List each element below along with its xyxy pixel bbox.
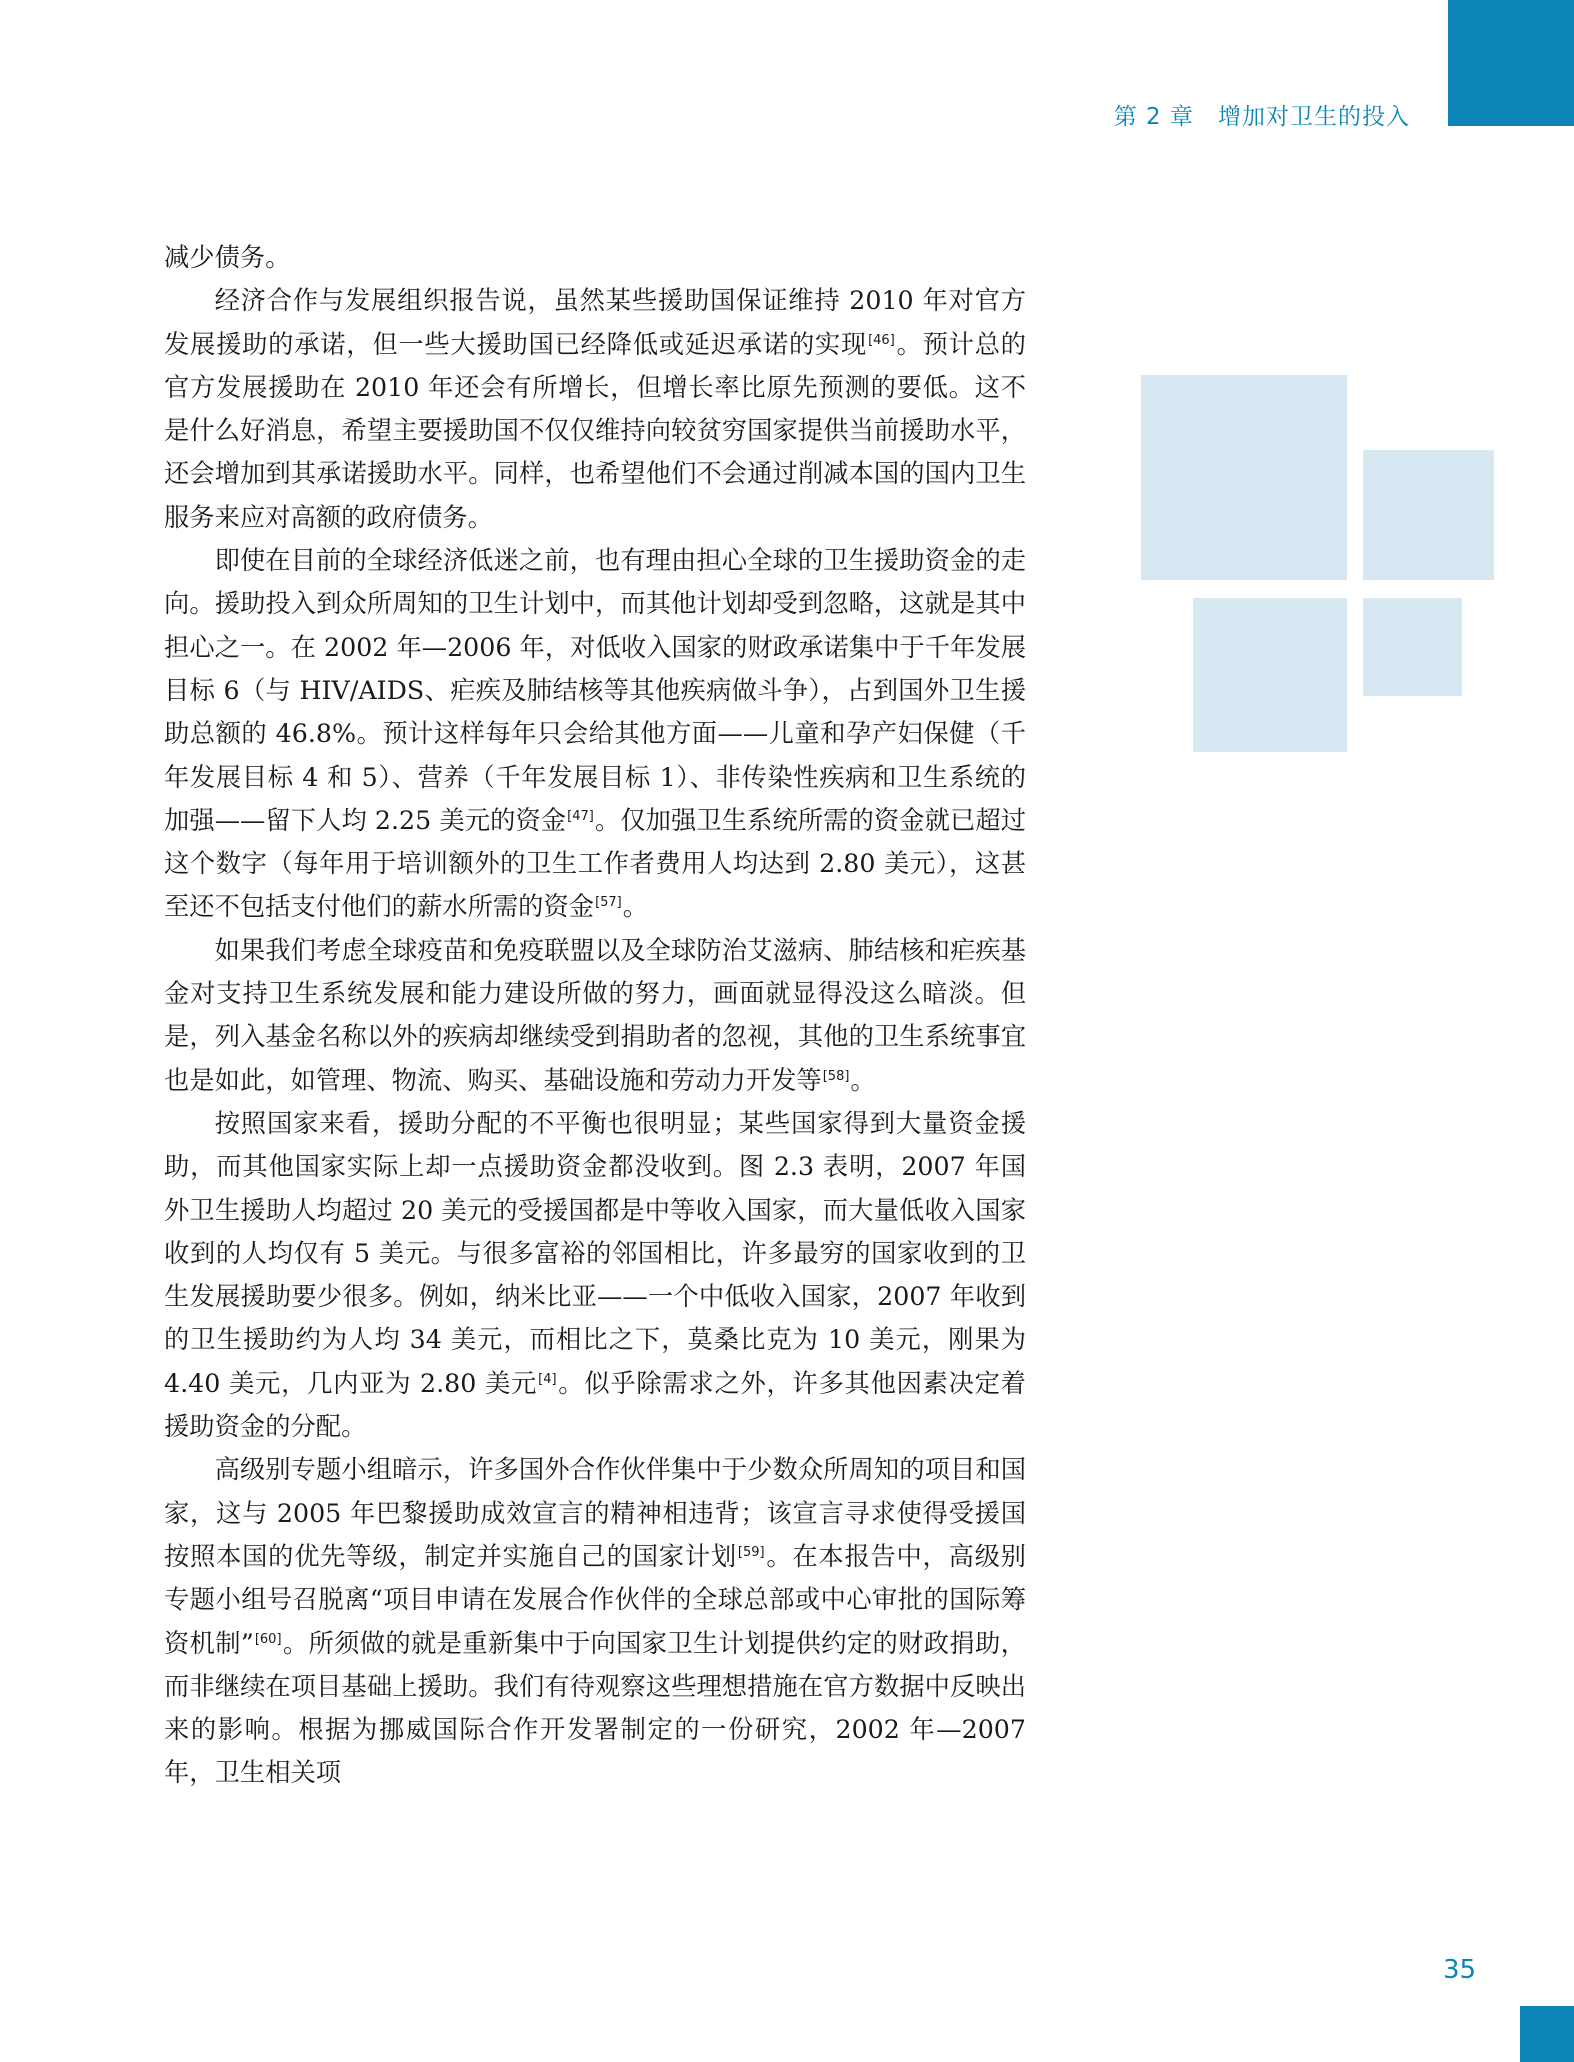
paragraph-text: 。 [850, 1065, 876, 1095]
paragraph-text: 即使在目前的全球经济低迷之前，也有理由担心全球的卫生援助资金的走向。援助投入到众所周知的卫生计划中，而其他计划却受到忽略，这就是其中担心之一。在 2002 年—2006 年，对低收入国家的财政承诺集中于千年发展目标 6（与 HIV/AIDS、疟疾及肺结核等其他疾病做斗争），占到国外卫生援助总额的 46.8%。预计这样每年只会给其他方面——儿童和孕产妇保健（千年发展目标 4 和 5）、营养（千年发展目标 1）、非传染性疾病和卫生系统的加强——留下人均 2.25 美元的资金 [164, 546, 1026, 835]
paragraph [164, 1448, 1026, 1794]
bottom-accent-block [1520, 2006, 1574, 2062]
body-text [164, 236, 1026, 1795]
paragraph-text: 。所须做的就是重新集中于向国家卫生计划提供约定的财政捐助，而非继续在项目基础上援助。我们有待观察这些理想措施在官方数据中反映出来的影响。根据为挪威国际合作开发署制定的一份研究，2002 年—2007 年，卫生相关项 [164, 1628, 1026, 1788]
paragraph [164, 236, 1026, 279]
paragraph [164, 539, 1026, 929]
decorative-square [1363, 598, 1462, 696]
paragraph-text: 如果我们考虑全球疫苗和免疫联盟以及全球防治艾滋病、肺结核和疟疾基金对支持卫生系统发展和能力建设所做的努力，画面就显得没这么暗淡。但是，列入基金名称以外的疾病却继续受到捐助者的忽视，其他的卫生系统事宜也是如此，如管理、物流、购买、基础设施和劳动力开发等 [164, 935, 1026, 1095]
decorative-square [1141, 375, 1347, 580]
paragraph-text: 高级别专题小组暗示，许多国外合作伙伴集中于少数众所周知的项目和国家，这与 2005 年巴黎援助成效宣言的精神相违背；该宣言寻求使得受援国按照本国的优先等级，制定并实施自己的国家计划 [164, 1455, 1026, 1571]
paragraph-text: 。 [622, 892, 649, 922]
citation-ref: [58] [822, 1068, 850, 1084]
running-header [1114, 98, 1410, 131]
paragraph-text: 。似乎除需求之外，许多其他因素决定着援助资金的分配。 [164, 1368, 1026, 1442]
citation-ref: [46] [868, 332, 895, 348]
paragraph-text: 经济合作与发展组织报告说，虽然某些援助国保证维持 2010 年对官方发展援助的承诺，但一些大援助国已经降低或延迟承诺的实现 [164, 286, 1026, 359]
paragraph-text: 按照国家来看，援助分配的不平衡也很明显；某些国家得到大量资金援助，而其他国家实际上却一点援助资金都没收到。图 2.3 表明，2007 年国外卫生援助人均超过 20 美元的受援国都是中等收入国家，而大量低收入国家收到的人均仅有 5 美元。与很多富裕的邻国相比，许多最穷的国家收到的卫生发展援助要少很多。例如，纳米比亚——一个中低收入国家，2007 年收到的卫生援助约为人均 34 美元，而相比之下，莫桑比克为 10 美元，刚果为 4.40 美元，几内亚为 2.80 美元 [164, 1108, 1026, 1398]
paragraph [164, 929, 1026, 1102]
paragraph-text: 。仅加强卫生系统所需的资金就已超过这个数字（每年用于培训额外的卫生工作者费用人均达到 2.80 美元），这甚至还不包括支付他们的薪水所需的资金 [164, 805, 1026, 922]
paragraph-text: 减少债务。 [164, 243, 291, 272]
paragraph [164, 279, 1026, 539]
decorative-square [1363, 450, 1494, 580]
paragraph-text: 。预计总的官方发展援助在 2010 年还会有所增长，但增长率比原先预测的要低。这不是什么好消息，希望主要援助国不仅仅维持向较贫穷国家提供当前援助水平，还会增加到其承诺援助水平。同样，也希望他们不会通过削减本国的国内卫生服务来应对高额的政府债务。 [164, 329, 1026, 532]
paragraph-text: 。在本报告中，高级别专题小组号召脱离“项目申请在发展合作伙伴的全球总部或中心审批的国际筹资机制” [164, 1541, 1026, 1658]
citation-ref: [59] [737, 1544, 765, 1560]
chapter-title: 增加对卫生的投入 [1218, 104, 1410, 130]
decorative-square [1193, 598, 1347, 752]
top-accent-block [1448, 0, 1574, 126]
paragraph [164, 1102, 1026, 1448]
chapter-number: 第 2 章 [1113, 104, 1194, 130]
citation-ref: [47] [567, 808, 594, 824]
citation-ref: [60] [254, 1631, 282, 1647]
citation-ref: [4] [538, 1371, 557, 1387]
citation-ref: [57] [595, 895, 622, 911]
page-number: 35 [1443, 1955, 1477, 1985]
